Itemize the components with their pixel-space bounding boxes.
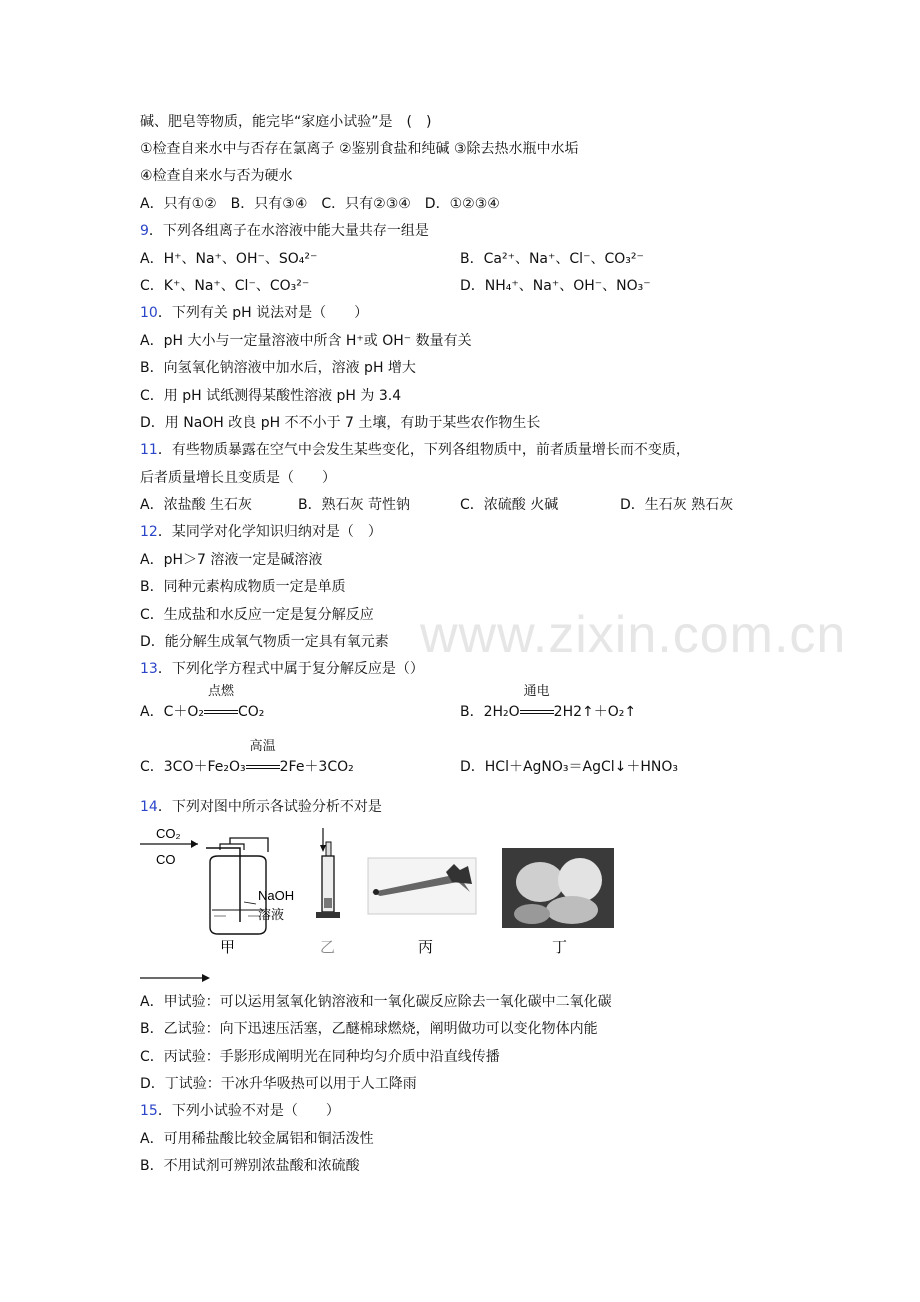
q10-option-c: C．用 pH 试纸测得某酸性溶液 pH 为 3.4	[140, 388, 402, 404]
q12-option-b: B．同种元素构成物质一定是单质	[140, 579, 346, 595]
q14-option-d: D．丁试验：干冰升华吸热可以用于人工降雨	[140, 1076, 417, 1092]
figure-jia-apparatus	[140, 826, 294, 956]
q13-option-a	[140, 684, 265, 722]
q11-option-c: C．浓硫酸 火碱	[460, 497, 559, 513]
fig-gas1-label: CO₂	[156, 826, 181, 841]
q13-b-condition-text: 通电	[523, 684, 550, 699]
q9-option-c: C．K⁺、Na⁺、Cl⁻、CO₃²⁻	[140, 278, 310, 294]
q14-option-c: C．丙试验：手影形成阐明光在同种均匀介质中沿直线传播	[140, 1049, 500, 1065]
fig-gas2-label: CO	[156, 852, 176, 867]
q12-text: ．某同学对化学知识归纳对是（ ）	[157, 524, 382, 540]
q8-options: A．只有①② B．只有③④ C．只有②③④ D．①②③④	[140, 196, 500, 212]
q12-stem	[140, 522, 382, 542]
q9-option-b: B．Ca²⁺、Na⁺、Cl⁻、CO₃²⁻	[460, 251, 644, 267]
q13-option-b	[460, 684, 637, 722]
q10-option-d: D．用 NaOH 改良 pH 不不小于 7 土壤，有助于某些农作物生长	[140, 415, 541, 431]
q13-b-reactants: B．2H₂O	[460, 704, 520, 720]
figure-bing-photo	[368, 858, 476, 956]
fig-label-jia: 甲	[220, 938, 236, 956]
q13-a-condition	[204, 684, 238, 722]
fig-label-ding: 丁	[552, 938, 568, 956]
q13-a-products: CO₂	[237, 704, 265, 720]
q13-option-d: D．HCl＋AgNO₃＝AgCl↓＋HNO₃	[460, 759, 679, 775]
q9-text: ．下列各组离子在水溶液中能大量共存一组是	[148, 223, 429, 239]
q11-text: ．有些物质暴露在空气中会发生某些变化，下列各组物质中，前者质量增长而不变质，	[157, 442, 690, 458]
q13-c-condition	[246, 739, 280, 777]
q11-option-d: D．生石灰 熟石灰	[620, 497, 734, 513]
q13-a-reactants: A．C＋O₂	[140, 704, 204, 720]
q10-option-b: B．向氢氧化钠溶液中加水后，溶液 pH 增大	[140, 360, 416, 376]
q12-number: 12	[140, 524, 158, 540]
q13-c-condition-text: 高温	[249, 739, 276, 754]
q10-option-a: A．pH 大小与一定量溶液中所含 H⁺或 OH⁻ 数量有关	[140, 333, 472, 349]
q13-b-products: 2H2↑＋O₂↑	[553, 704, 637, 720]
q8-items: ①检查自来水中与否存在氯离子 ②鉴别食盐和纯碱 ③除去热水瓶中水垢	[140, 141, 579, 157]
fig-naoh-label: NaOH	[258, 888, 295, 903]
q15-number: 15	[140, 1103, 158, 1119]
q9-number: 9	[140, 223, 149, 239]
q11-stem	[140, 440, 690, 460]
q11-stem2: 后者质量增长且变质是（ ）	[140, 470, 336, 486]
q13-text: ．下列化学方程式中属于复分解反应是（）	[157, 661, 424, 677]
arrow-icon	[140, 972, 212, 984]
fig-solution-label: 溶液	[258, 908, 285, 923]
q13-a-condition-text: 点燃	[207, 684, 234, 699]
q13-stem	[140, 659, 424, 679]
q15-option-a: A．可用稀盐酸比较金属铝和铜活泼性	[140, 1131, 374, 1147]
q13-number: 13	[140, 661, 158, 677]
q14-option-b: B．乙试验：向下迅速压活塞，乙醚棉球燃烧，阐明做功可以变化物体内能	[140, 1021, 598, 1037]
q9-option-d: D．NH₄⁺、Na⁺、OH⁻、NO₃⁻	[460, 278, 651, 294]
q9-stem	[140, 221, 429, 241]
figure-yi-apparatus	[316, 828, 340, 956]
q9-option-a: A．H⁺、Na⁺、OH⁻、SO₄²⁻	[140, 251, 318, 267]
q13-c-reactants: C．3CO＋Fe₂O₃	[140, 759, 246, 775]
fig-label-yi: 乙	[320, 938, 336, 956]
q14-option-a: A．甲试验：可以运用氢氧化钠溶液和一氧化碳反应除去一氧化碳中二氧化碳	[140, 994, 612, 1010]
q10-number: 10	[140, 305, 158, 321]
q15-option-b: B．不用试剂可辨别浓盐酸和浓硫酸	[140, 1158, 360, 1174]
q12-option-d: D．能分解生成氧气物质一定具有氧元素	[140, 634, 389, 650]
figure-ding-photo	[502, 848, 614, 956]
watermark: www.zixin.com.cn	[420, 606, 847, 664]
q12-option-a: A．pH＞7 溶液一定是碱溶液	[140, 552, 323, 568]
q14-stem	[140, 797, 382, 817]
q11-option-b: B．熟石灰 苛性钠	[298, 497, 411, 513]
q10-stem	[140, 303, 368, 323]
q15-stem	[140, 1101, 340, 1121]
q13-b-condition	[520, 684, 554, 722]
q12-option-c: C．生成盐和水反应一定是复分解反应	[140, 607, 374, 623]
q8-stem: 碱、肥皂等物质，能完毕“家庭小试验”是 ( )	[140, 114, 432, 130]
q14-number: 14	[140, 799, 158, 815]
q11-option-a: A．浓盐酸 生石灰	[140, 497, 253, 513]
q13-c-products: 2Fe＋3CO₂	[279, 759, 354, 775]
q14-text: ．下列对图中所示各试验分析不对是	[157, 799, 382, 815]
q14-experiment-figure	[140, 822, 630, 962]
q10-text: ．下列有关 pH 说法对是（ ）	[157, 305, 369, 321]
fig-label-bing: 丙	[418, 938, 434, 956]
q15-text: ．下列小试验不对是（ ）	[157, 1103, 340, 1119]
q11-number: 11	[140, 442, 158, 458]
q8-items2: ④检查自来水与否为硬水	[140, 168, 293, 184]
q13-option-c	[140, 739, 354, 777]
